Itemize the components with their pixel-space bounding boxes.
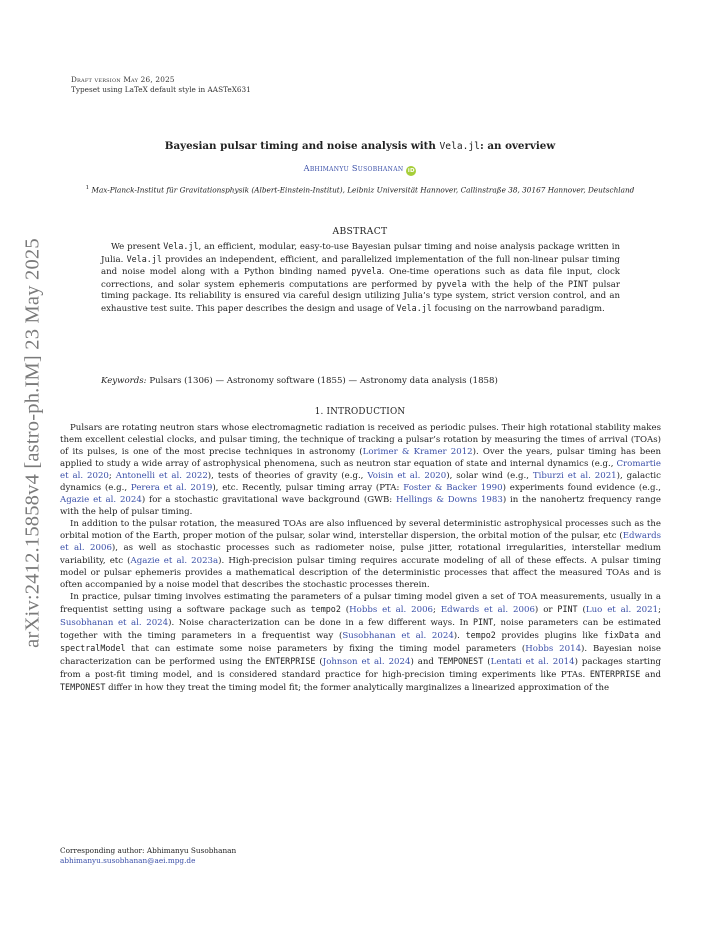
author-name[interactable]: Abhimanyu Susobhanan iD bbox=[303, 163, 415, 174]
abstract-fragment: , an efficient, modular, easy-to-use Bayesian pulsar timing and noise analysis package written in Julia. bbox=[101, 242, 620, 265]
text-run: ( bbox=[577, 604, 586, 615]
citation-link[interactable]: Tiburzi et al. 2021 bbox=[532, 471, 617, 482]
citation-link[interactable]: Perera et al. 2019 bbox=[130, 483, 213, 494]
text-run: ). Noise characterization can be done in a few different ways. In bbox=[168, 617, 474, 628]
draft-header bbox=[71, 75, 251, 95]
arxiv-side-stamp: arXiv:2412.15858v4 [astro-ph.IM] 23 May 2025 bbox=[21, 238, 44, 648]
abstract-text bbox=[101, 241, 620, 316]
abstract-fragment: pulsar timing package. Its reliability is ensured via careful design utilizing Julia’s type system, strict version control, and an exhaustive test suite. This paper describes the design and usage of bbox=[101, 279, 620, 314]
code-term: TEMPONEST bbox=[437, 655, 484, 666]
text-run: ( bbox=[340, 604, 350, 615]
keywords-label: Keywords: bbox=[101, 376, 147, 386]
abstract-fragment: provides an independent, efficient, and parallelized implementation of the full non-linear pulsar timing and noise model along with a Python binding named bbox=[101, 254, 620, 278]
code-term: Vela.jl bbox=[396, 302, 432, 313]
text-run: ) experiments found evidence (e.g., bbox=[502, 483, 662, 494]
text-run: ; bbox=[433, 604, 441, 615]
citation-link[interactable]: Edwards et al. 2006 bbox=[440, 604, 535, 615]
typeset-note: Typeset using LaTeX default style in AASTeX631 bbox=[71, 85, 251, 94]
text-run: ) packages starting from a post-fit timing model, and is considered standard practice for high-precision timing experiments like PTAs. bbox=[60, 656, 661, 680]
section-heading: 1. INTRODUCTION bbox=[314, 407, 406, 417]
text-run: ; bbox=[658, 604, 661, 615]
citation-link[interactable]: Hobbs 2014 bbox=[525, 643, 582, 654]
keywords: Keywords: Pulsars (1306) — Astronomy software (1855) — Astronomy data analysis (1858) bbox=[101, 376, 498, 386]
text-run: , noise parameters can be estimated together with the timing parameters in a frequentist way ( bbox=[60, 617, 661, 641]
code-term: spectralModel bbox=[60, 642, 126, 653]
citation-link[interactable]: Agazie et al. 2024 bbox=[60, 495, 142, 506]
text-run: ) and bbox=[410, 656, 438, 667]
code-term: tempo2 bbox=[465, 629, 496, 640]
text-run: that can estimate some noise parameters by fixing the timing model parameters ( bbox=[125, 643, 526, 654]
introduction-body bbox=[60, 422, 661, 694]
code-term: pyvela bbox=[436, 278, 467, 289]
text-run: provides plugins like bbox=[495, 630, 604, 641]
orcid-icon[interactable]: iD bbox=[407, 168, 415, 174]
text-run: and bbox=[639, 630, 661, 641]
text-run: ) for a stochastic gravitational wave background (GWB: bbox=[141, 495, 397, 506]
citation-link[interactable]: Hellings & Downs 1983 bbox=[396, 495, 503, 506]
text-run: Pulsars are rotating neutron stars whose electromagnetic radiation is received as periodic pulses. Their high rotational stability makes them excellent celestial clocks, and pulsar timing, the technique of tracking a pulsar’s rotation by measuring the times of arrival (TOAs) of its pulses, is one of the most precise techniques in astronomy ( bbox=[60, 423, 661, 458]
code-term: ENTERPRISE bbox=[265, 655, 316, 666]
text-run: ) or bbox=[534, 604, 558, 615]
text-run: In practice, pulsar timing involves estimating the parameters of a pulsar timing model given a set of TOA measurements, usually in a frequentist setting using a software package such as bbox=[60, 591, 661, 615]
citation-link[interactable]: Johnson et al. 2024 bbox=[322, 656, 411, 667]
citation-link[interactable]: Voisin et al. 2020 bbox=[367, 471, 447, 482]
intro-paragraph bbox=[60, 422, 661, 518]
code-term: Vela.jl bbox=[126, 253, 162, 264]
draft-version: Draft version May 26, 2025 bbox=[71, 75, 175, 84]
citation-link[interactable]: Susobhanan et al. 2024 bbox=[60, 617, 169, 628]
code-term: PINT bbox=[473, 616, 494, 627]
text-run: ) in the nanohertz frequency range with the help of pulsar timing. bbox=[60, 495, 662, 518]
citation-link[interactable]: Agazie et al. 2023a bbox=[130, 555, 219, 566]
abstract-fragment: We present bbox=[111, 242, 164, 252]
text-run: ), etc. Recently, pulsar timing array (PTA: bbox=[212, 483, 404, 494]
text-run: ). Bayesian noise characterization can be performed using the bbox=[60, 643, 661, 667]
text-run: ). High-precision pulsar timing requires accurate modeling of all of these effects. A pulsar timing model or pulsar ephemeris provides a mathematical description of the deterministic processes that affect the measured TOAs and is often accompanied by a noise model that describes the stochastic processes therein. bbox=[60, 555, 661, 590]
text-run: ), galactic dynamics (e.g., bbox=[60, 471, 661, 494]
citation-link[interactable]: Foster & Backer 1990 bbox=[403, 483, 503, 494]
text-run: ), tests of theories of gravity (e.g., bbox=[207, 471, 368, 482]
citation-link[interactable]: Luo et al. 2021 bbox=[585, 604, 659, 615]
intro-paragraph bbox=[60, 518, 661, 590]
corresponding-author-footnote bbox=[60, 846, 236, 866]
citation-link[interactable]: Lentati et al. 2014 bbox=[490, 656, 575, 667]
citation-link[interactable]: Antonelli et al. 2022 bbox=[115, 471, 208, 482]
citation-link[interactable]: Lorimer & Kramer 2012 bbox=[362, 447, 473, 458]
abstract-heading: ABSTRACT bbox=[332, 226, 388, 237]
corresponding-author: Corresponding author: Abhimanyu Susobhanan bbox=[60, 846, 237, 855]
abstract-fragment: focusing on the narrowband paradigm. bbox=[431, 303, 605, 314]
citation-link[interactable]: Cromartie et al. 2020 bbox=[60, 459, 661, 482]
paper-title: Bayesian pulsar timing and noise analysis with Vela.jl: an overview bbox=[164, 140, 556, 152]
text-run: ). bbox=[453, 630, 466, 641]
code-term: fixData bbox=[603, 629, 640, 640]
code-term: pyvela bbox=[351, 266, 382, 277]
text-run: ( bbox=[483, 656, 491, 667]
citation-link[interactable]: Susobhanan et al. 2024 bbox=[342, 630, 454, 641]
citation-link[interactable]: Hobbs et al. 2006 bbox=[349, 604, 434, 615]
code-term: TEMPONEST bbox=[60, 681, 106, 692]
abstract-fragment: with the help of the bbox=[466, 279, 568, 290]
text-run: ), as well as stochastic processes such as radiometer noise, pulse jitter, rotational irregularities, interstellar medium variability, etc ( bbox=[60, 543, 661, 566]
author-email-link[interactable]: abhimanyu.susobhanan@aei.mpg.de bbox=[60, 856, 196, 865]
intro-paragraph bbox=[60, 591, 661, 694]
text-run: and bbox=[640, 669, 661, 680]
affiliation: $^1$ Max-Planck-Institut für Gravitationsphysik (Albert-Einstein-Institut), Leibniz Universität Hannover, Callinstraße 38, 30167 Hannover, Deutschland bbox=[85, 185, 635, 195]
text-run: In addition to the pulsar rotation, the measured TOAs are also influenced by several deterministic astrophysical processes such as the orbital motion of the Earth, proper motion of the pulsar, solar wind, interstellar dispersion, the orbital motion of the pulsar, etc ( bbox=[60, 519, 661, 542]
text-run: ). Over the years, pulsar timing has been applied to study a wide array of astrophysical phenomena, such as neutron star equation of state and internal dynamics (e.g., bbox=[60, 447, 662, 470]
code-term: Vela.jl bbox=[163, 241, 199, 251]
text-run: ( bbox=[315, 656, 323, 667]
abstract-fragment: . One-time operations such as data file input, clock corrections, and solar system ephemeris computations are performed by bbox=[101, 267, 621, 290]
text-run: ; bbox=[108, 471, 116, 482]
code-term: PINT bbox=[557, 603, 578, 614]
code-term: PINT bbox=[567, 278, 589, 289]
citation-link[interactable]: Edwards et al. 2006 bbox=[60, 531, 661, 554]
code-term: ENTERPRISE bbox=[589, 668, 641, 679]
text-run: ), solar wind (e.g., bbox=[446, 471, 533, 482]
code-term: tempo2 bbox=[310, 603, 341, 614]
text-run: differ in how they treat the timing model fit; the former analytically marginalizes a linearized approximation of the bbox=[105, 682, 610, 693]
